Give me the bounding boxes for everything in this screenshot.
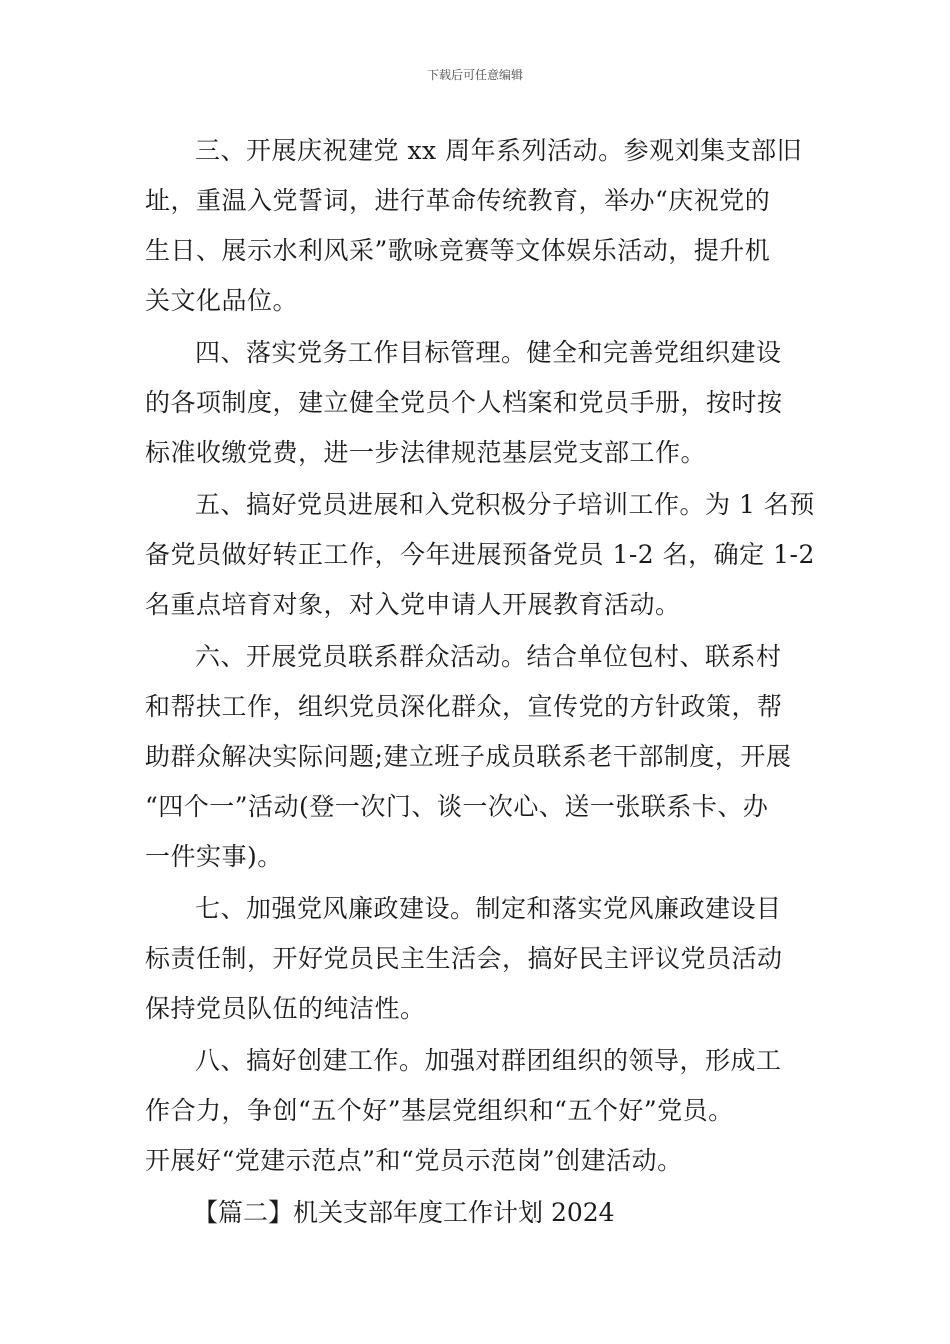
text-line: 七、加强党风廉政建设。制定和落实党风廉政建设目 bbox=[195, 894, 782, 923]
paragraph-3 bbox=[145, 126, 807, 326]
text-line: 标责任制，开好党员民主生活会，搞好民主评议党员活动 bbox=[145, 944, 783, 973]
text-line: 三、开展庆祝建党 xx 周年系列活动。参观刘集支部旧 bbox=[195, 136, 803, 165]
page-header: 下载后可任意编辑 bbox=[426, 68, 523, 82]
paragraph-4 bbox=[145, 328, 807, 478]
paragraph-8 bbox=[145, 1036, 807, 1186]
paragraph-5 bbox=[145, 480, 815, 630]
paragraph-7 bbox=[145, 884, 807, 1034]
text-line: 址，重温入党誓词，进行革命传统教育，举办“庆祝党的 bbox=[145, 186, 771, 215]
section-subtitle: 【篇二】机关支部年度工作计划 2024 bbox=[193, 1198, 615, 1227]
text-line: “四个一”活动(登一次门、谈一次心、送一张联系卡、办 bbox=[145, 792, 769, 821]
text-line: 保持党员队伍的纯洁性。 bbox=[145, 994, 426, 1023]
text-line: 关文化品位。 bbox=[145, 286, 299, 315]
text-line: 作合力，争创“五个好”基层党组织和“五个好”党员。 bbox=[145, 1096, 734, 1125]
text-line: 标准收缴党费，进一步法律规范基层党支部工作。 bbox=[145, 438, 707, 467]
text-line: 一件实事)。 bbox=[145, 842, 283, 871]
paragraph-6 bbox=[145, 632, 807, 882]
text-line: 开展好“党建示范点”和“党员示范岗”创建活动。 bbox=[145, 1146, 683, 1175]
document-body bbox=[145, 126, 815, 1238]
text-line: 生日、展示水利风采”歌咏竞赛等文体娱乐活动，提升机 bbox=[145, 236, 771, 265]
text-line: 四、落实党务工作目标管理。健全和完善党组织建设 bbox=[195, 338, 782, 367]
text-line: 的各项制度，建立健全党员个人档案和党员手册，按时按 bbox=[145, 388, 783, 417]
text-line: 备党员做好转正工作，今年进展预备党员 1-2 名，确定 1-2 bbox=[145, 540, 815, 569]
text-line: 助群众解决实际问题;建立班子成员联系老干部制度，开展 bbox=[145, 742, 792, 771]
text-line: 和帮扶工作，组织党员深化群众，宣传党的方针政策，帮 bbox=[145, 692, 783, 721]
text-line: 五、搞好党员进展和入党积极分子培训工作。为 1 名预 bbox=[195, 490, 815, 519]
text-line: 八、搞好创建工作。加强对群团组织的领导，形成工 bbox=[195, 1046, 782, 1075]
text-line: 名重点培育对象，对入党申请人开展教育活动。 bbox=[145, 590, 681, 619]
text-line: 六、开展党员联系群众活动。结合单位包村、联系村 bbox=[195, 642, 782, 671]
